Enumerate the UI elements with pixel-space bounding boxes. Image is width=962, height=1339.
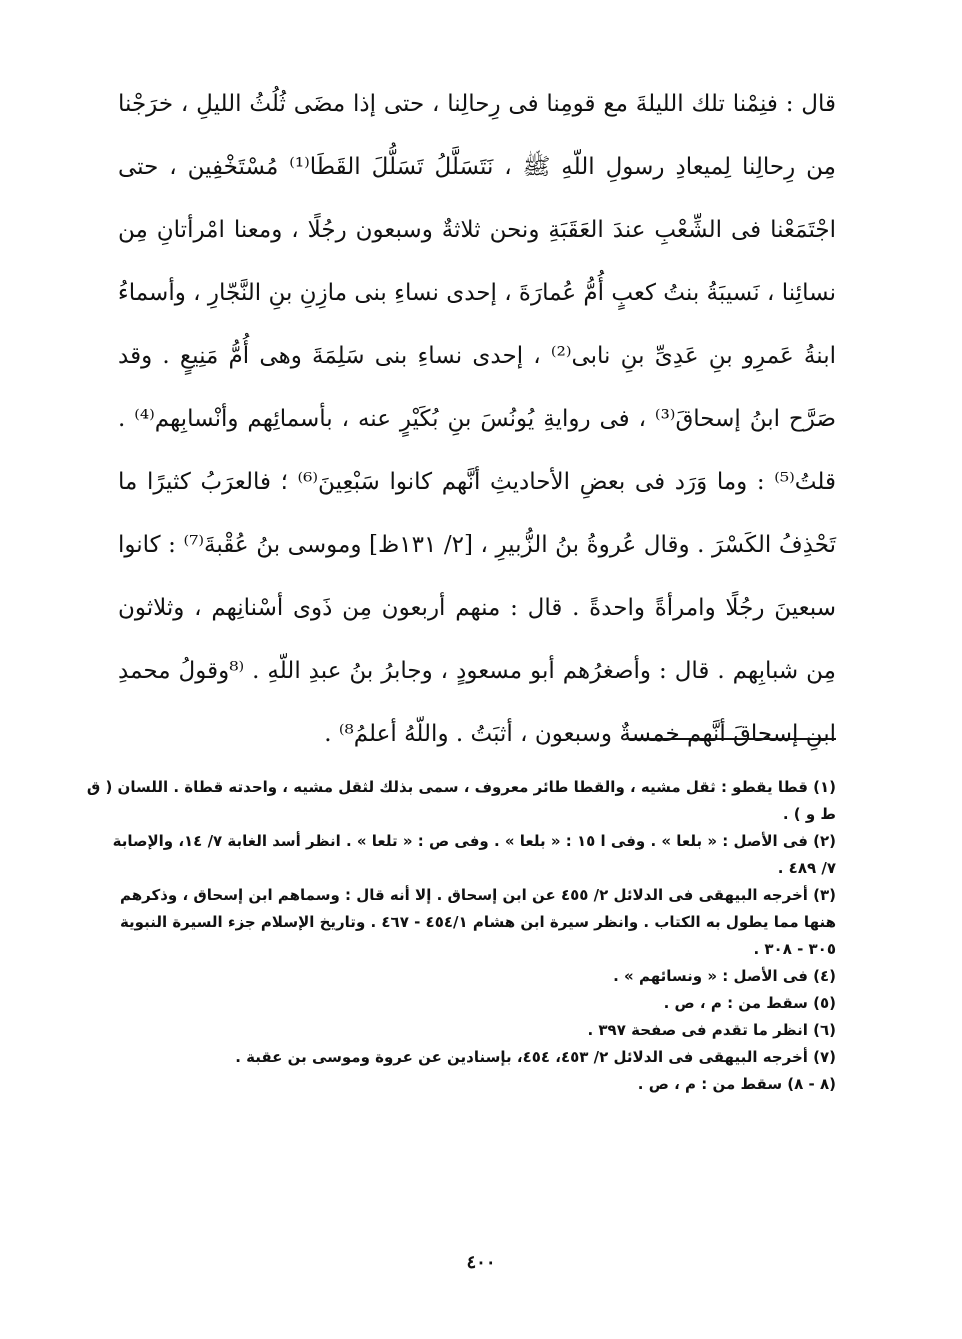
footnote-line: (٥) سقط من : م ، ص . — [663, 994, 836, 1012]
main-text-line: صَرَّح ابنُ إسحاقَ⁽³⁾ ، فى روايةِ يُونُسَ بنِ بُكَيْرٍ عنه ، بأسمائِهم وأنْسابِهم⁽⁴⁾ . — [118, 406, 836, 432]
footnote-separator — [629, 738, 836, 740]
main-text-block — [118, 84, 836, 777]
main-text-line: قلتُ⁽⁵⁾ : وما وَرَد فى بعضِ الأحاديثِ أنَّهم كانوا سَبْعِينَ⁽⁶⁾ ؛ فالعرَبُ كثيرًا ما — [118, 469, 836, 495]
footnote-line: ٧/ ٤٨٩ . — [777, 859, 836, 877]
footnote-line: (٧) أخرجه البيهقى فى الدلائل ٢/ ٤٥٣، ٤٥٤، بإسنادين عن عروة وموسى بن عقبة . — [235, 1048, 836, 1066]
footnote-line: (٨ - ٨) سقط من : م ، ص . — [637, 1075, 836, 1093]
main-text-line: تَحْذِفُ الكَسْرَ . وقال عُروةُ بنُ الزُّبيرِ ، [٢/ ١٣١ظ] وموسى بنُ عُقْبةَ⁽⁷⁾ : كانوا — [118, 532, 837, 558]
footnote-line: (٦) انظر ما تقدم فى صفحة ٣٩٧ . — [587, 1021, 836, 1039]
main-text-line: مِن شبابِهم . قال : وأصغرُهم أبو مسعودٍ ، وجابرُ بنُ عبدِ اللّهِ . ⁽⁸وقولُ محمدِ — [118, 658, 837, 684]
footnote-line: ط و ) . — [782, 805, 836, 823]
main-text-line: ابنِ إسحاقَ أنَّهم خمسةٌ وسبعون ، أثبَتُ . واللّهُ أعلمُ⁸⁾ . — [324, 721, 836, 747]
main-text-line: مِن رِحالِنا لِميعادِ رسولِ اللّهِ ﷺ ، نَتَسَلَّلُ تَسَلُّلَ القَطَا⁽¹⁾ مُسْتَخْفِين ، حتى — [118, 154, 837, 180]
main-text-line: اجْتَمَعْنا فى الشِّعْبِ عندَ العَقَبَةِ ونحن ثلاثةٌ وسبعون رجُلًا ، ومعنا امْرأتانِ مِن — [118, 217, 836, 243]
footnote-line: (٣) أخرجه البيهقى فى الدلائل ٢/ ٤٥٥ عن ابن إسحاق . إلا أنه قال : وسماهم ابن إسحاق ، وذكرهم — [120, 886, 836, 904]
footnotes-block — [86, 774, 836, 1098]
footnote-line: هنها مما يطول به الكتاب . وانظر سيرة ابن هشام ٤٥٤/١ - ٤٦٧ . وتاريخ الإسلام جزء السيرة النبوية — [119, 913, 836, 931]
main-text-line: ابنةُ عَمرِو بنِ عَدِىِّ بنِ نابى⁽²⁾ ، إحدى نساءِ بنى سَلِمَةَ وهى أُمُّ مَنِيعٍ . وقد — [118, 343, 836, 369]
page-number: ٤٠٠ — [466, 1252, 496, 1273]
footnote-line: ٣٠٥ - ٣٠٨ . — [753, 940, 836, 958]
footnote-line: (١) قطا يقطو : ثقل مشيه ، والقطا طائر معروف ، سمى بذلك لثقل مشيه ، واحدته قطاة . اللسان ( ق — [86, 778, 836, 796]
main-text-line: نسائِنا ، نَسيبَةُ بنتُ كعبٍ أُمُّ عُمارَةَ ، إحدى نساءِ بنى مازِنِ بنِ النَّجّارِ ، وأسماءُ — [117, 280, 836, 306]
footnote-line: (٢) فى الأصل : « بلعا » . وفى ا ١٥ : « بلعا » . وفى ص : « تلعا » . انظر أسد الغابة ٧/ ١٤، والإصابة — [112, 832, 836, 850]
footnote-line: (٤) فى الأصل : « ونسائهم » . — [613, 967, 836, 985]
main-text-line: قال : فنِمْنا تلك الليلةَ مع قومِنا فى رِحالِنا ، حتى إذا مضَى ثُلُثُ الليلِ ، خرَجْنا — [118, 91, 836, 117]
main-text-line: سبعينَ رجُلًا وامرأةً واحدةً . قال : منهم أربعون مِن ذَوى أسْنانِهم ، وثلاثون — [118, 595, 836, 621]
